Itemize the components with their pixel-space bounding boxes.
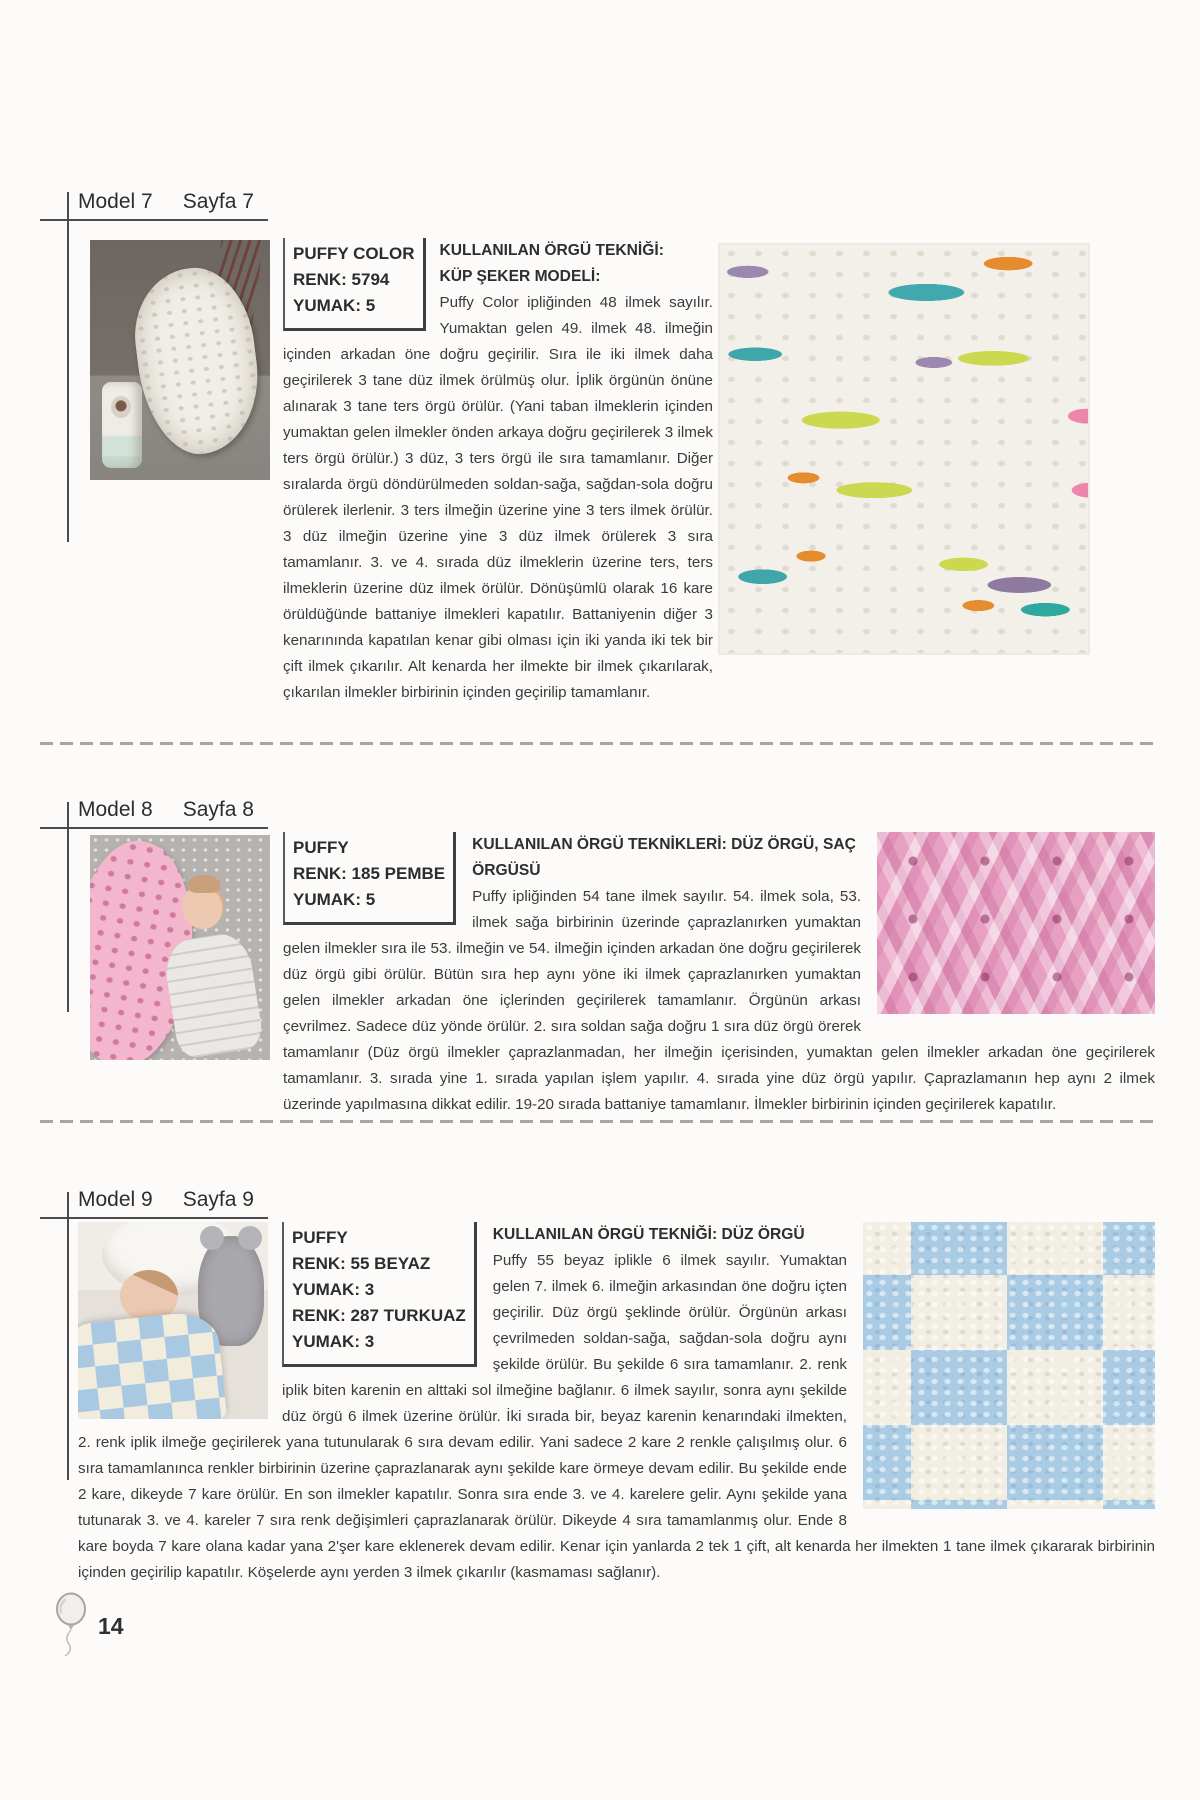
yarn-color: RENK: 185 PEMBE <box>293 864 446 883</box>
technique-title-line1: KULLANILAN ÖRGÜ TEKNİĞİ: <box>439 242 664 259</box>
technique-title: KULLANILAN ÖRGÜ TEKNİKLERİ: DÜZ ÖRGÜ, SAÇ ÖRGÜSÜ <box>472 836 856 879</box>
balloon-icon <box>52 1592 96 1658</box>
yarn-info-box-model8 <box>283 832 456 925</box>
yarn-color: RENK: 5794 <box>293 270 390 289</box>
decor-checkered-blanket <box>78 1309 227 1419</box>
model-label: Model 8 <box>78 798 153 821</box>
yarn-info-box-model9 <box>282 1222 477 1367</box>
photo-model9-check-knit-texture <box>863 1222 1155 1509</box>
instructions-model8 <box>283 832 1155 1118</box>
section-left-rule <box>67 192 69 542</box>
yarn-count-1: YUMAK: 3 <box>292 1280 375 1299</box>
decor-baby-onesie <box>161 930 264 1060</box>
yarn-info-box-model7 <box>283 238 426 331</box>
instructions-model9 <box>78 1222 1155 1586</box>
page-ref-label: Sayfa 9 <box>182 1188 254 1211</box>
instructions-body: Puffy 55 beyaz iplikle 6 ilmek sayılır. Yumaktan gelen 7. ilmek 6. ilmeğin arkasından öne doğru içten geçirilir. Düz örgü şeklinde örülür. Örgünün arkası çevrilmeden soldan-sağa, sağdan-sola doğru aynı şekilde örülür. Bu şekilde 6 sıra tamamlanır. 2. renk iplik biten karenin en alttaki sol ilmeğine bağlanır. 6 ilmek sayılır, sonra aynı şekilde düz örgü 6 ilmek üzerine örülür. İki sırada bir, beyaz karenin kenarındaki ilmekten, 2. renk iplik ilmeğe geçirilerek yana tutunularak 6 sıra devam edilir. Yani sadece 2 kare 2 renkle çalışılmış olur. 6 sıra tamamlanınca renkler birbirinin üzerine çaprazlanarak aynı şekilde kare örmeye devam edilir. Bu şekilde ende 2 kare, dikeyde 7 kare örülür. En son ilmekler kapatılır. Sonra sıra ende 3. ve 4. karelere gelir. Aynı şekilde yana tutunarak 3. ve 4. kareler 7 sıra renk değişimleri çaprazlanarak örülür. Dikeyde 4 sıra tamamlanmış olur. Ende 8 kare boyda 7 kare olana kadar yana 2'şer kare eklenerek devam edilir. Kenar için yanlarda 2 tek 1 çift, alt kenarda her ilmekten 1 tane ilmek çıkararak birbirinin içinden geçirilip kapatılır. Köşelerde aynı yerden 3 ilmek çıkarılır (kasmaması sağlanır). <box>78 1252 1155 1581</box>
yarn-count: YUMAK: 5 <box>293 890 376 909</box>
page-number: 14 <box>98 1613 124 1639</box>
photo-model7-blanket-scene <box>90 240 270 480</box>
instructions-model7 <box>283 238 713 706</box>
instructions-body: Puffy Color ipliğinden 48 ilmek sayılır. Yumaktan gelen 49. ilmek 48. ilmeğin içinden arkadan öne doğru geçirilir. Sıra ile iki ilmek daha geçirilerek 3 tane düz ilmek örülmüş olur. İplik örgünün önüne alınarak 3 tane ters örgü örülür. (Yani taban ilmeklerin içinden yumaktan gelen ilmekler önden arkaya doğru geçirilerek 3 ilmek ters örgü örülür.) 3 düz, 3 ters örgü ile sıra tamamlanır. Diğer sıralarda örgü döndürülmeden soldan-sağa, sağdan-sola doğru örülerek ilerlenir. 3 ters ilmeğin üzerine yine 3 ters ilmek örülür. 3 düz ilmeğin üzerine yine 3 düz ilmek örülerek 3 sıra tamamlanır. 3. ve 4. sırada düz ilmeklerin üzerine ters, ters ilmeklerin üzerine düz ilmek örülür. Dönüşümlü olarak 16 kare örüldüğünde battaniye ilmekleri kapatılır. Battaniyenin diğer 3 kenarınında kapatılan kenar gibi olması için iki yanda iki tek bir çift ilmek çıkarılır. Alt kenarda her ilmekte bir ilmek çıkarılarak, çıkarılan ilmekler birbirinin içinden geçirilip tamamlanır. <box>283 294 713 701</box>
yarn-name: PUFFY <box>293 838 349 857</box>
decor-baby-face <box>182 883 224 929</box>
section-heading-model8 <box>40 798 268 829</box>
yarn-name: PUFFY COLOR <box>293 244 415 263</box>
instructions-body: Puffy ipliğinden 54 tane ilmek sayılır. 54. ilmek sola, 53. ilmek sağa birbirinin üzerinde çaprazlanırken yumaktan gelen ilmekler sıra ile 53. ilmeğin ve 54. ilmeğin içinden arkadan öne doğru geçirilerek düz örgü gibi örülür. Bütün sıra hep aynı yöne iki ilmek çaprazlanırken yumaktan gelen ilmekler arkadan öne içlerinden geçirilerek tamamlanır. Örgünün arkası çevrilmez. Sadece düz yönde örülür. 2. sıra soldan sağa doğru 1 sıra düz örgü örerek tamamlanır (Düz örgü ilmekler çaprazlanmadan, her ilmeğin içerisinden, yumaktan gelen ilmekler arkadan öne geçirilerek tamamlanır. 3. sırada yine 1. sırada yapılan işlem yapılır. 4. sırada yine düz örgü yapılır. Çaprazlamanın hep aynı 2 ilmek üzerinde yapılmasına dikkat edilir. 19-20 sırada battaniye tamamlanır. İlmekler birbirinin içinden geçirilerek kapatılır. <box>283 888 1155 1113</box>
page-ref-label: Sayfa 7 <box>182 190 254 213</box>
section-divider <box>40 742 1160 745</box>
technique-title-line2: KÜP ŞEKER MODELİ: <box>439 268 601 285</box>
photo-model8-pink-knit-texture <box>877 832 1155 1014</box>
model-label: Model 9 <box>78 1188 153 1211</box>
page-ref-label: Sayfa 8 <box>182 798 254 821</box>
yarn-count: YUMAK: 5 <box>293 296 376 315</box>
model-label: Model 7 <box>78 190 153 213</box>
yarn-color-1: RENK: 55 BEYAZ <box>292 1254 431 1273</box>
photo-model8-baby-pink-blanket <box>90 835 270 1060</box>
yarn-count-2: YUMAK: 3 <box>292 1332 375 1351</box>
photo-model7-yarn-texture <box>718 243 1090 655</box>
section-left-rule <box>67 802 69 1012</box>
section-left-rule <box>67 1192 69 1480</box>
page-footer <box>52 1592 124 1658</box>
photo-model9-sleeping-baby <box>78 1222 268 1419</box>
yarn-name: PUFFY <box>292 1228 348 1247</box>
decor-jar <box>102 382 142 468</box>
section-heading-model9 <box>40 1188 268 1219</box>
yarn-color-2: RENK: 287 TURKUAZ <box>292 1306 466 1325</box>
section-divider <box>40 1120 1160 1123</box>
technique-title: KULLANILAN ÖRGÜ TEKNİĞİ: DÜZ ÖRGÜ <box>492 1226 805 1243</box>
section-heading-model7 <box>40 190 268 221</box>
